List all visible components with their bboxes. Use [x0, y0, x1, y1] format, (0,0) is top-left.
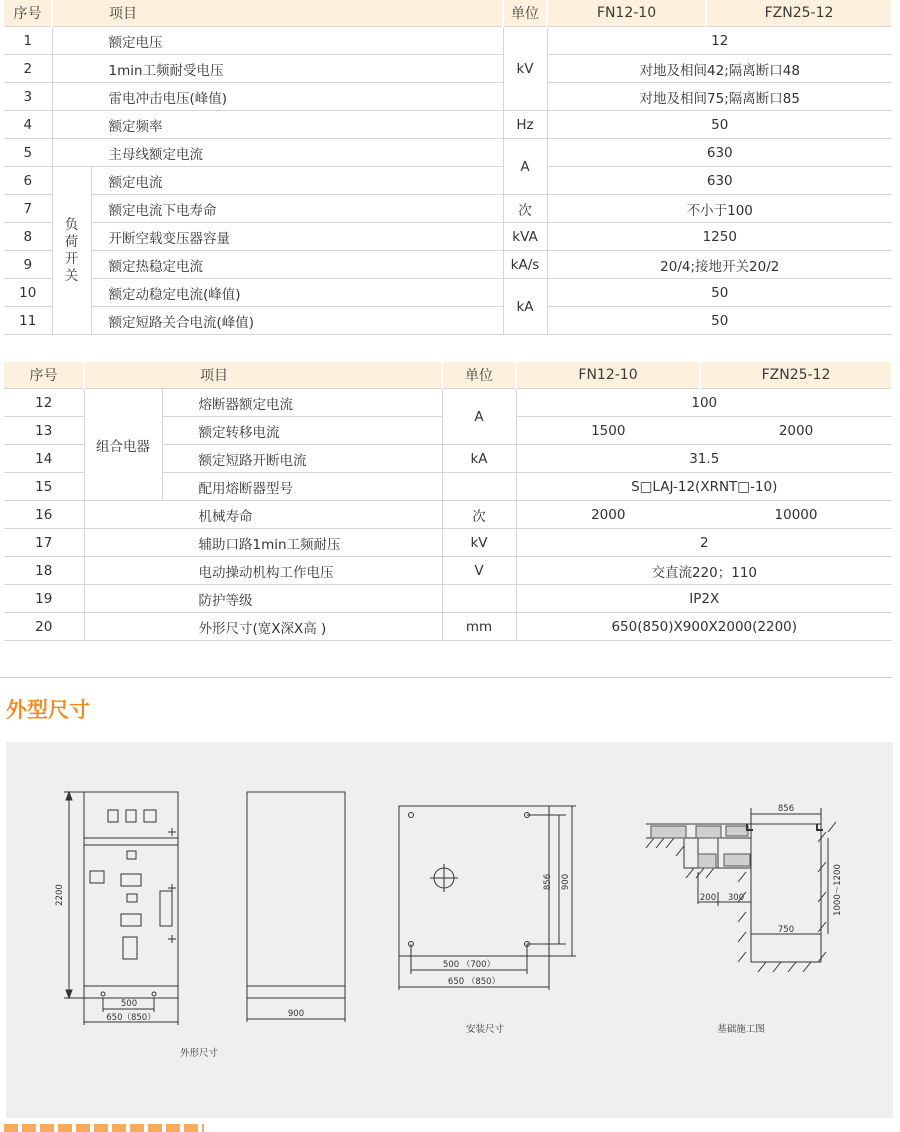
table-row: [4, 279, 892, 307]
row-no: 17: [4, 529, 84, 557]
row-value: S□LAJ-12(XRNT□-10): [516, 473, 892, 501]
mount-height-inner-label: 856: [543, 873, 553, 891]
row-no: 12: [4, 389, 84, 417]
dimension-drawings: [6, 742, 893, 1118]
table-header-row: [4, 0, 892, 27]
row-value: 50: [547, 111, 892, 139]
row-item: 额定动稳定电流(峰值): [91, 279, 503, 307]
row-value: 20/4;接地开关20/2: [547, 251, 892, 279]
table-row: [4, 501, 892, 529]
row-no: 19: [4, 585, 84, 613]
row-value-1: 1500: [516, 417, 700, 445]
row-no: 8: [4, 223, 52, 251]
row-value: 630: [547, 139, 892, 167]
row-unit: kV: [442, 529, 516, 557]
row-unit: V: [442, 557, 516, 585]
row-no: 1: [4, 27, 52, 55]
row-no: 10: [4, 279, 52, 307]
row-no: 15: [4, 473, 84, 501]
row-unit: kA/s: [503, 251, 547, 279]
row-value: 对地及相间75;隔离断口85: [547, 83, 892, 111]
section-title: 外型尺寸: [6, 698, 90, 722]
front-inner-width-label: 500: [120, 999, 138, 1009]
header-no: 序号: [4, 362, 84, 389]
row-item: 开断空载变压器容量: [91, 223, 503, 251]
side-view-drawing: [247, 792, 345, 1022]
front-view-drawing: [64, 792, 178, 1025]
row-item: 防护等级: [84, 585, 442, 613]
row-no: 14: [4, 445, 84, 473]
row-item: 额定短路关合电流(峰值): [91, 307, 503, 335]
row-value: IP2X: [516, 585, 892, 613]
group-label-cell: [84, 389, 162, 501]
row-item: 机械寿命: [84, 501, 442, 529]
foundation-dim-b-label: 300: [727, 893, 745, 903]
row-unit: mm: [442, 613, 516, 641]
table-row: [4, 27, 892, 55]
next-section-title-cropped: [4, 1124, 204, 1132]
row-value: 650(850)X900X2000(2200): [516, 613, 892, 641]
table-row: [4, 251, 892, 279]
group-label-cell: [52, 167, 91, 335]
mount-height-outer-label: 900: [561, 873, 571, 891]
row-unit: [442, 473, 516, 501]
front-caption: 外形尺寸: [179, 1048, 219, 1059]
row-item: 雷电冲击电压(峰值): [52, 83, 503, 111]
row-unit: [442, 585, 516, 613]
dimension-drawings-panel: [6, 742, 893, 1118]
row-value: 2: [516, 529, 892, 557]
row-value-1: 2000: [516, 501, 700, 529]
row-no: 18: [4, 557, 84, 585]
row-item: 额定转移电流: [162, 417, 442, 445]
row-item: 额定频率: [52, 111, 503, 139]
row-unit: 次: [442, 501, 516, 529]
table-row: [4, 585, 892, 613]
row-value: 交直流220；110: [516, 557, 892, 585]
row-value: 12: [547, 27, 892, 55]
table-row: [4, 55, 892, 83]
row-value: 对地及相间42;隔离断口48: [547, 55, 892, 83]
table-row: [4, 195, 892, 223]
row-no: 20: [4, 613, 84, 641]
row-item: 辅助口路1min工频耐压: [84, 529, 442, 557]
foundation-bottom-width-label: 750: [777, 925, 795, 935]
spec-table-load-switch: [4, 0, 893, 335]
row-item: 额定热稳定电流: [91, 251, 503, 279]
table-row: [4, 167, 892, 195]
row-value: 100: [516, 389, 892, 417]
foundation-view-drawing: [646, 808, 836, 972]
header-model-2: FZN25-12: [706, 0, 892, 27]
section-divider: [0, 677, 892, 678]
table-header-row: [4, 362, 892, 389]
spec-table-combination: [4, 362, 893, 641]
foundation-depth-label: 1000～1200: [833, 864, 843, 916]
row-unit: kA: [503, 279, 547, 335]
row-unit: kVA: [503, 223, 547, 251]
row-item: 额定短路开断电流: [162, 445, 442, 473]
row-no: 3: [4, 83, 52, 111]
header-unit: 单位: [503, 0, 547, 27]
front-outer-width-label: 650（850）: [106, 1013, 156, 1023]
row-value: 630: [547, 167, 892, 195]
table-row: [4, 223, 892, 251]
group-label: 组合电器: [96, 438, 150, 455]
row-item: 额定电压: [52, 27, 503, 55]
row-value: 50: [547, 307, 892, 335]
table-row: [4, 111, 892, 139]
row-item: 熔断器额定电流: [162, 389, 442, 417]
row-no: 5: [4, 139, 52, 167]
row-no: 7: [4, 195, 52, 223]
header-model-1: FN12-10: [547, 0, 706, 27]
row-no: 6: [4, 167, 52, 195]
row-no: 9: [4, 251, 52, 279]
row-item: 额定电流下电寿命: [91, 195, 503, 223]
row-unit: kV: [503, 27, 547, 111]
row-unit: A: [503, 139, 547, 195]
row-item: 外形尺寸(宽X深X高 ): [84, 613, 442, 641]
row-item: 1min工频耐受电压: [52, 55, 503, 83]
header-no: 序号: [4, 0, 52, 27]
table-row: [4, 613, 892, 641]
row-no: 2: [4, 55, 52, 83]
header-model-1: FN12-10: [516, 362, 700, 389]
row-item: 电动操动机构工作电压: [84, 557, 442, 585]
table-row: [4, 83, 892, 111]
header-model-2: FZN25-12: [700, 362, 892, 389]
row-unit: kA: [442, 445, 516, 473]
foundation-top-width-label: 856: [777, 804, 795, 814]
mount-caption: 安装尺寸: [465, 1024, 505, 1035]
row-item: 额定电流: [91, 167, 503, 195]
row-no: 13: [4, 417, 84, 445]
table-row: [4, 389, 892, 417]
row-no: 4: [4, 111, 52, 139]
row-no: 16: [4, 501, 84, 529]
header-item: 项目: [84, 362, 442, 389]
mount-width-inner-label: 500 （700）: [442, 960, 496, 970]
foundation-caption: 基础施工图: [717, 1024, 765, 1035]
row-value-2: 2000: [700, 417, 892, 445]
table-row: [4, 307, 892, 335]
mount-width-outer-label: 650 （850）: [447, 977, 501, 987]
side-depth-label: 900: [287, 1009, 305, 1019]
row-unit: A: [442, 389, 516, 445]
row-item: 主母线额定电流: [52, 139, 503, 167]
row-unit: 次: [503, 195, 547, 223]
foundation-dim-a-label: 200: [699, 893, 717, 903]
row-value: 31.5: [516, 445, 892, 473]
table-row: [4, 529, 892, 557]
row-value: 不小于100: [547, 195, 892, 223]
header-unit: 单位: [442, 362, 516, 389]
table-row: [4, 557, 892, 585]
row-value-2: 10000: [700, 501, 892, 529]
group-label: 负荷开关: [64, 216, 79, 284]
row-unit: Hz: [503, 111, 547, 139]
row-no: 11: [4, 307, 52, 335]
row-value: 50: [547, 279, 892, 307]
front-height-label: 2200: [55, 884, 65, 906]
row-value: 1250: [547, 223, 892, 251]
table-row: [4, 139, 892, 167]
header-item: 项目: [52, 0, 503, 27]
row-item: 配用熔断器型号: [162, 473, 442, 501]
